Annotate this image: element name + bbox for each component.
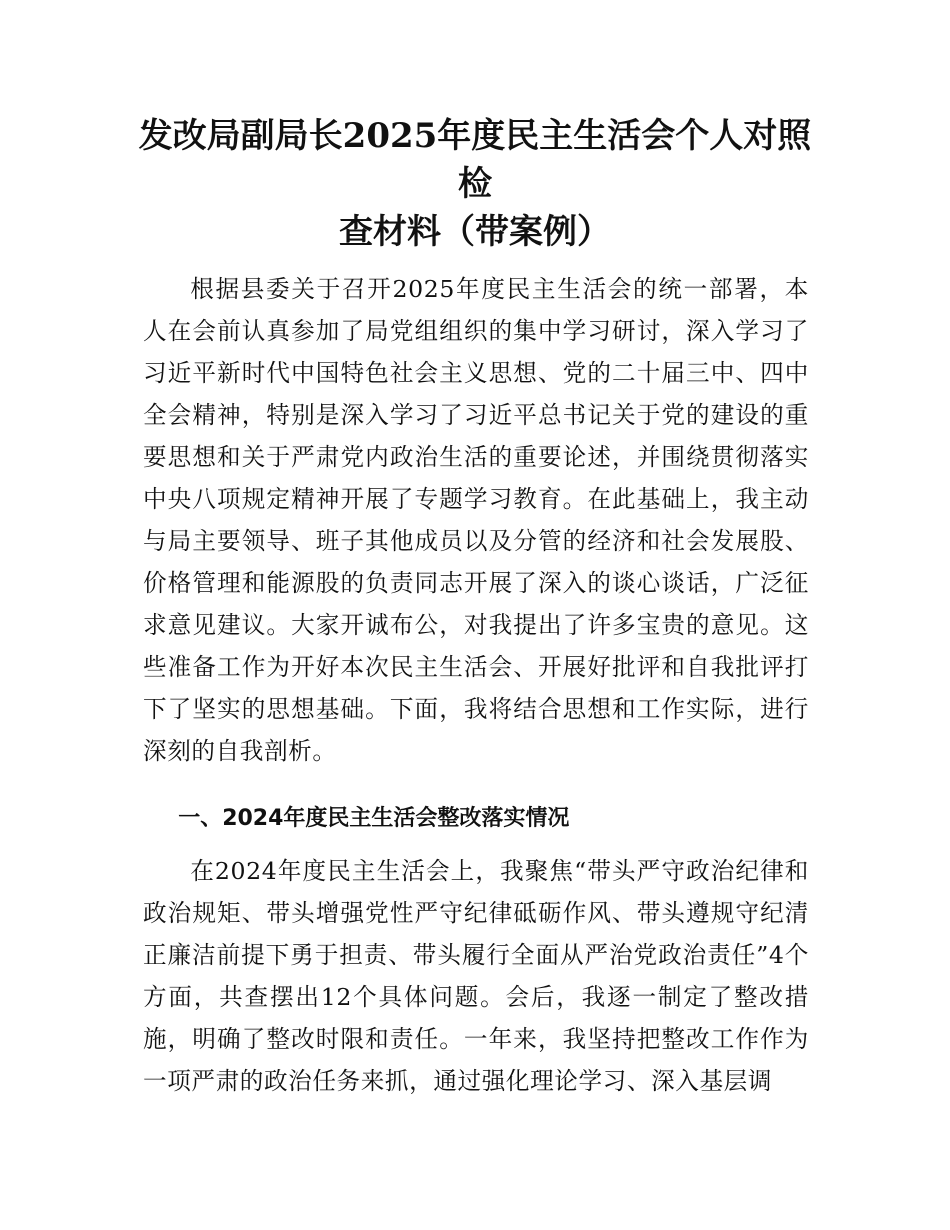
document-title [130,112,820,256]
section-heading-1: 一、2024年度民主生活会整改落实情况 [178,806,570,831]
title-line-2: 查材料（带案例） [339,212,611,252]
intro-paragraph: 根据县委关于召开2025年度民主生活会的统一部署，本人在会前认真参加了局党组组织的集中学习研讨，深入学习了习近平新时代中国特色社会主义思想、党的二十届三中、四中全会精神，特别是深入学习了习近平总书记关于党的建设的重要思想和关于严肃党内政治生活的重要论述，并围绕贯彻落实中央八项规定精神开展了专题学习教育。在此基础上，我主动与局主要领导、班子其他成员以及分管的经济和社会发展股、价格管理和能源股的负责同志开展了深入的谈心谈话，广泛征求意见建议。大家开诚布公，对我提出了许多宝贵的意见。这些准备工作为开好本次民主生活会、开展好批评和自我批评打下了坚实的思想基础。下面，我将结合思想和工作实际，进行深刻的自我剖析。 [143,275,809,765]
section-1-paragraph: 在2024年度民主生活会上，我聚焦“带头严守政治纪律和政治规矩、带头增强党性严守纪律砥砺作风、带头遵规守纪清正廉洁前提下勇于担责、带头履行全面从严治党政治责任”4个方面，共查摆出12个具体问题。会后，我逐一制定了整改措施，明确了整改时限和责任。一年来，我坚持把整改工作作为一项严肃的政治任务来抓，通过强化理论学习、深入基层调 [143,857,809,1095]
title-line-1: 发改局副局长2025年度民主生活会个人对照检 [138,116,812,204]
